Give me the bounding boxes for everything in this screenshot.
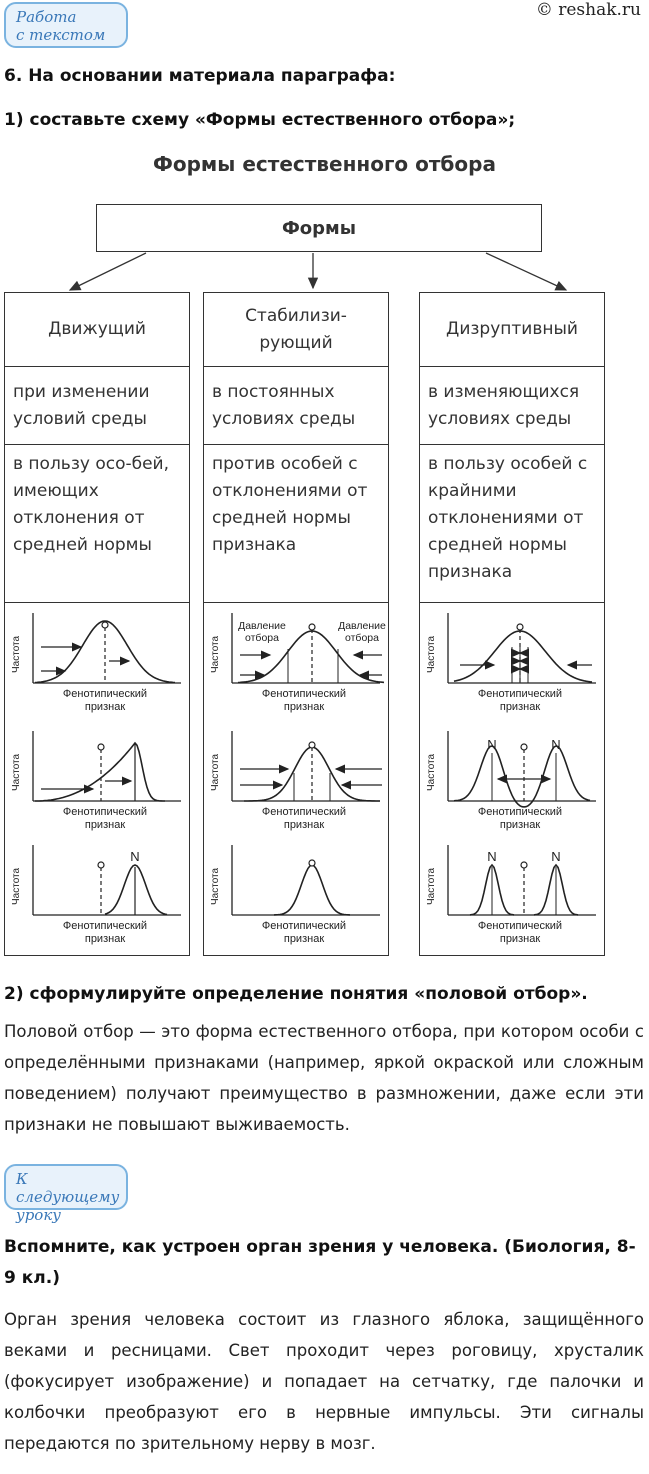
task2-answer: Половой отбор — это форма естественного отбора, при котором особи с определёнными признаками (например, яркой окраской или сложным поведением) получают преимущество в размножении, даже если эти признаки не повышают выживаемость. — [4, 1022, 644, 1134]
diagram-root-box: Формы — [96, 204, 542, 252]
graphs-disruptive — [420, 603, 604, 955]
mean-marker — [517, 624, 523, 630]
x-axis-label-line2: признак — [499, 819, 541, 831]
x-axis-label-line2: признак — [84, 933, 126, 945]
next-lesson-answer: Орган зрения человека состоит из глазного яблока, защищённого веками и ресницами. Свет проходит через роговицу, хрусталик (фокусирует изображение) и попадает на сетчатку, где палочки и колбочки преобразуют его в нервные импульсы. Эти сигналы передаются по зрительному нерву в мозг. — [4, 1310, 644, 1453]
column-graphs — [204, 603, 388, 955]
badge-line2: с текстом — [16, 26, 106, 44]
graph-directional-1 — [11, 613, 181, 713]
x-axis-label-line1: Фенотипический — [62, 920, 148, 932]
distribution-curve — [105, 865, 167, 915]
graph-stabilizing-2 — [210, 731, 382, 831]
column-favors: в пользу особей с крайними отклонениями от средней нормы признака — [420, 445, 604, 603]
graph-stabilizing-1 — [210, 613, 386, 713]
diagram-title: Формы естественного отбора — [153, 152, 496, 176]
graphs-directional — [5, 603, 189, 955]
task-part1: 1) составьте схему «Формы естественного отбора»; — [4, 110, 516, 130]
column-name: Дизруптивный — [420, 293, 604, 367]
badge-line2: уроку — [16, 1206, 61, 1224]
arrow-right — [486, 253, 566, 290]
graph-disruptive-1 — [426, 613, 596, 713]
x-axis-label-line1: Фенотипический — [261, 688, 347, 700]
x-axis-label-line1: Фенотипический — [62, 806, 148, 818]
column-name: Стабилизи-рующий — [204, 293, 388, 367]
graph-stabilizing-3 — [210, 845, 380, 945]
mean-label: N — [130, 849, 140, 864]
column-favors: в пользу осо-бей, имеющих отклонения от средней нормы — [5, 445, 189, 603]
distribution-curve — [454, 631, 592, 682]
arrow-left — [70, 253, 146, 290]
graph-disruptive-3 — [426, 845, 596, 945]
pressure-label-left: Давление — [238, 620, 286, 632]
x-axis-label-line2: признак — [283, 933, 325, 945]
mean-marker — [309, 624, 315, 630]
x-axis-label-line2: признак — [84, 819, 126, 831]
x-axis-label-line1: Фенотипический — [261, 806, 347, 818]
pressure-label-left2: отбора — [245, 632, 279, 644]
x-axis-label-line2: признак — [283, 701, 325, 713]
distribution-curve — [454, 746, 590, 807]
x-axis-label-line2: признак — [499, 933, 541, 945]
y-axis-label: Частота — [210, 635, 221, 673]
x-axis-label-line1: Фенотипический — [477, 688, 563, 700]
pressure-label-right: Давление — [338, 620, 386, 632]
y-axis-label: Частота — [210, 867, 221, 905]
mean-label: N — [487, 737, 497, 752]
task-part2: 2) сформулируйте определение понятия «половой отбор». — [4, 984, 588, 1004]
x-axis-label-line2: признак — [84, 701, 126, 713]
x-axis-label-line1: Фенотипический — [477, 920, 563, 932]
column-favors: против особей с отклонениями от средней нормы признака — [204, 445, 388, 603]
mean-label: N — [487, 849, 497, 864]
y-axis-label: Частота — [11, 635, 22, 673]
mean-marker — [102, 622, 108, 628]
badge-line1: К следующему — [16, 1170, 120, 1206]
y-axis-label: Частота — [11, 867, 22, 905]
mean-marker — [98, 862, 104, 868]
y-axis-label: Частота — [426, 867, 437, 905]
column-graphs — [420, 603, 604, 955]
next-lesson-badge — [4, 1164, 128, 1224]
next-lesson-title: Вспомните, как устроен орган зрения у человека. (Биология, 8-9 кл.) — [4, 1237, 636, 1288]
column-condition: в постоянных условиях среды — [204, 367, 388, 445]
diagram-arrows — [0, 0, 649, 300]
y-axis-label: Частота — [426, 635, 437, 673]
pressure-label-right2: отбора — [345, 632, 379, 644]
distribution-curve — [35, 743, 165, 801]
column-graphs — [5, 603, 189, 955]
column-name: Движущий — [5, 293, 189, 367]
column-disruptive — [419, 292, 605, 956]
graph-disruptive-2 — [426, 731, 596, 831]
x-axis-label-line1: Фенотипический — [477, 806, 563, 818]
mean-marker — [309, 742, 315, 748]
x-axis-label-line2: признак — [499, 701, 541, 713]
column-directional — [4, 292, 190, 956]
x-axis-label-line1: Фенотипический — [261, 920, 347, 932]
graph-directional-3 — [11, 845, 181, 945]
x-axis-label-line1: Фенотипический — [62, 688, 148, 700]
mean-marker — [521, 744, 527, 750]
badge-line1: Работа — [16, 8, 77, 26]
distribution-curve — [274, 865, 350, 915]
mean-label: N — [551, 737, 561, 752]
column-stabilizing — [203, 292, 389, 956]
x-axis-label-line2: признак — [283, 819, 325, 831]
y-axis-label: Частота — [426, 753, 437, 791]
y-axis-label: Частота — [11, 753, 22, 791]
task-title: 6. На основании материала параграфа: — [4, 66, 396, 86]
mean-label: N — [551, 849, 561, 864]
y-axis-label: Частота — [210, 753, 221, 791]
graph-directional-2 — [11, 731, 181, 831]
site-watermark: © reshak.ru — [535, 0, 641, 20]
mean-marker — [309, 860, 315, 866]
mean-marker — [521, 862, 527, 868]
column-condition: при изменении условий среды — [5, 367, 189, 445]
mean-marker — [98, 744, 104, 750]
column-condition: в изменяющихся условиях среды — [420, 367, 604, 445]
graphs-stabilizing — [204, 603, 388, 955]
